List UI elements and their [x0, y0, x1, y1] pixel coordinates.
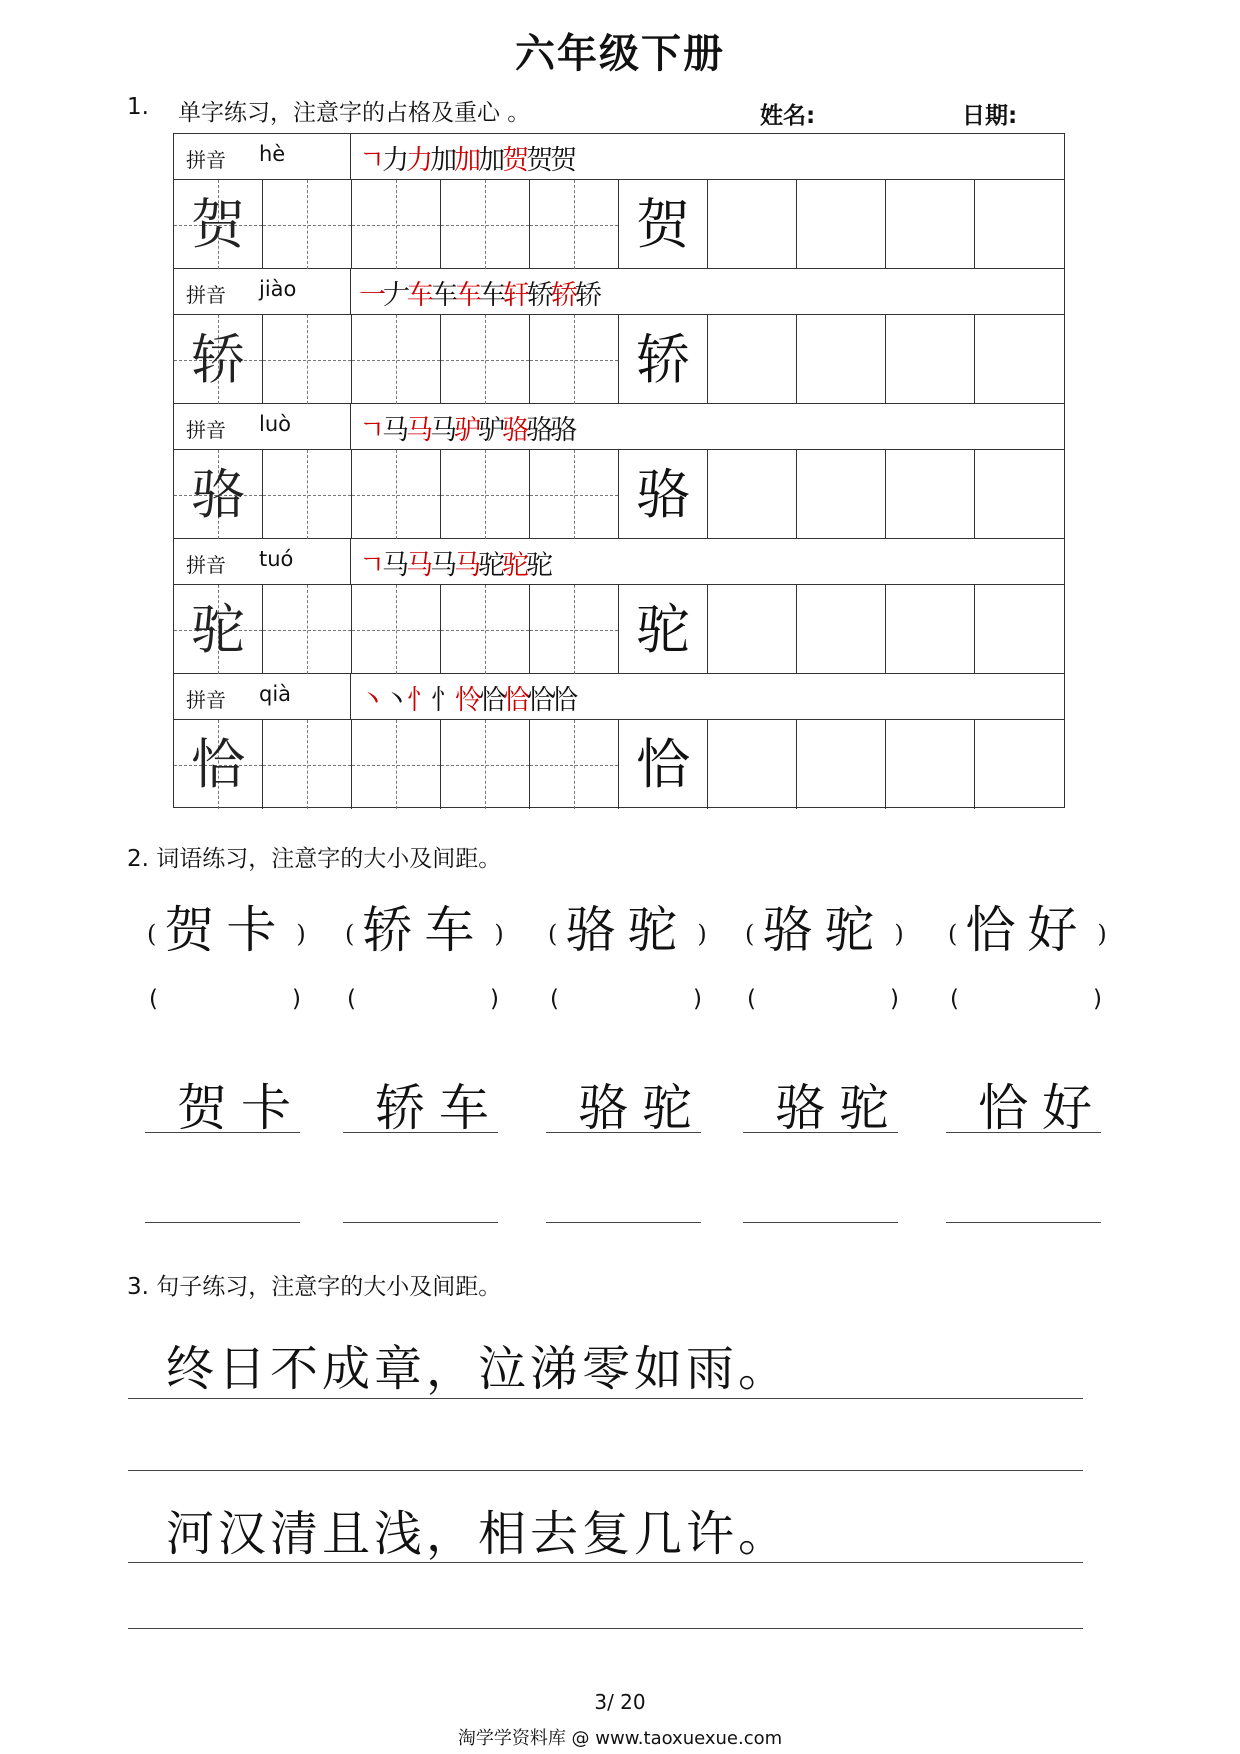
model-word: 骆驼 [775, 1079, 903, 1137]
stroke-order-sequence [359, 543, 550, 582]
writing-cell[interactable] [975, 450, 1064, 539]
stroke-step: 丶 [383, 685, 407, 716]
writing-cell[interactable] [263, 315, 352, 404]
writing-grid-row [174, 180, 1064, 269]
word-with-parentheses [548, 890, 707, 962]
writing-cell[interactable] [797, 180, 886, 269]
stroke-step: 恰 [551, 685, 575, 716]
close-paren: ) [1097, 920, 1107, 948]
writing-cell[interactable] [530, 180, 619, 269]
open-paren: ( [345, 920, 355, 948]
stroke-order-sequence [359, 138, 574, 177]
stroke-order-sequence [359, 408, 574, 447]
writing-cell[interactable] [530, 450, 619, 539]
stroke-step: 马 [430, 415, 455, 446]
writing-cell[interactable] [352, 585, 441, 674]
section3-label: 3. 句子练习，注意字的大小及间距。 [127, 1274, 502, 1300]
model-character-cell [174, 585, 263, 674]
word-text: 骆驼 [565, 901, 690, 959]
writing-cell[interactable] [263, 585, 352, 674]
stroke-step: 轿 [527, 280, 551, 311]
word-text: 骆驼 [762, 901, 887, 959]
writing-cell[interactable] [441, 450, 530, 539]
stroke-step: 马 [454, 550, 479, 581]
writing-cell[interactable] [530, 585, 619, 674]
writing-cell[interactable] [530, 720, 619, 809]
pinyin-row [174, 539, 1064, 585]
writing-grid-row [174, 450, 1064, 539]
open-paren: ( [745, 920, 755, 948]
word-guide-line [546, 1132, 701, 1133]
writing-cell[interactable] [352, 450, 441, 539]
writing-cell[interactable] [975, 180, 1064, 269]
stroke-step: 恰 [479, 685, 503, 716]
stroke-step: 骆 [502, 415, 527, 446]
stroke-step: 加 [430, 145, 455, 176]
writing-grid-row [174, 585, 1064, 674]
stroke-step: ㄱ [359, 550, 383, 581]
writing-cell[interactable] [263, 180, 352, 269]
writing-cell[interactable] [886, 450, 975, 539]
date-label: 日期: [962, 103, 1018, 129]
stroke-step: 力 [406, 145, 431, 176]
word-guide-line [343, 1132, 498, 1133]
close-paren: ) [296, 920, 306, 948]
writing-cell[interactable] [708, 450, 797, 539]
writing-cell[interactable] [441, 180, 530, 269]
writing-cell[interactable] [708, 720, 797, 809]
writing-grid-row [174, 720, 1064, 809]
stroke-step: 轿 [575, 280, 599, 311]
model-character: 恰 [191, 733, 245, 796]
writing-cell[interactable] [441, 720, 530, 809]
row-divider [350, 269, 351, 314]
writing-cell[interactable] [530, 315, 619, 404]
stroke-step: ㄱ [359, 415, 383, 446]
pinyin-label: 拼音 [186, 283, 226, 307]
stroke-step: 车 [479, 280, 503, 311]
section1-number: 1. [127, 94, 149, 120]
writing-cell[interactable] [886, 720, 975, 809]
stroke-step: ㄱ [359, 145, 383, 176]
model-character: 驼 [191, 598, 245, 661]
stroke-order-sequence [359, 678, 575, 717]
writing-cell[interactable] [708, 180, 797, 269]
model-character-cell [619, 720, 708, 809]
writing-cell[interactable] [441, 315, 530, 404]
pinyin-answer-open-paren: ( [950, 986, 959, 1012]
writing-cell[interactable] [797, 315, 886, 404]
writing-cell[interactable] [352, 315, 441, 404]
stroke-order-sequence [359, 273, 599, 312]
writing-cell[interactable] [886, 315, 975, 404]
row-divider [350, 134, 351, 179]
pinyin-label: 拼音 [186, 553, 226, 577]
stroke-step: 马 [406, 550, 431, 581]
writing-cell[interactable] [797, 720, 886, 809]
pinyin-answer-open-paren: ( [747, 986, 756, 1012]
model-character: 贺 [636, 193, 690, 256]
pinyin-answer-close-paren: ) [292, 986, 301, 1012]
pinyin-row [174, 404, 1064, 450]
open-paren: ( [948, 920, 958, 948]
model-character-cell [174, 180, 263, 269]
model-character: 轿 [191, 328, 245, 391]
stroke-step: 丶 [359, 685, 383, 716]
stroke-step: 恰 [527, 685, 551, 716]
model-character-cell [174, 450, 263, 539]
word-with-parentheses [147, 890, 306, 962]
stroke-step: 骆 [526, 415, 551, 446]
writing-cell[interactable] [263, 450, 352, 539]
model-character: 骆 [191, 463, 245, 526]
stroke-step: 车 [431, 280, 455, 311]
stroke-step: 忄 [407, 685, 431, 716]
stroke-step: 马 [382, 415, 407, 446]
model-character-cell [174, 720, 263, 809]
word-text: 轿车 [362, 901, 487, 959]
pinyin-answer-close-paren: ) [490, 986, 499, 1012]
stroke-step: 恰 [503, 685, 527, 716]
page-number: 3/ 20 [594, 1690, 646, 1714]
model-character: 轿 [636, 328, 690, 391]
stroke-step: 车 [455, 280, 479, 311]
section2-label: 2. 词语练习，注意字的大小及间距。 [127, 846, 502, 872]
word-practice-line[interactable] [343, 1222, 498, 1223]
writing-cell[interactable] [797, 450, 886, 539]
stroke-step: 贺 [550, 145, 575, 176]
row-divider [350, 404, 351, 449]
word-practice-line[interactable] [946, 1222, 1101, 1223]
stroke-step: 车 [407, 280, 431, 311]
writing-cell[interactable] [708, 315, 797, 404]
writing-cell[interactable] [975, 315, 1064, 404]
stroke-step: 骆 [550, 415, 575, 446]
stroke-step: 一 [359, 280, 383, 311]
model-character-cell [174, 315, 263, 404]
writing-cell[interactable] [886, 180, 975, 269]
stroke-step: 怜 [455, 685, 479, 716]
sentence-2-practice-line[interactable] [128, 1628, 1083, 1629]
pinyin-row [174, 674, 1064, 720]
writing-cell[interactable] [352, 720, 441, 809]
word-guide-line [145, 1132, 300, 1133]
pinyin-answer-close-paren: ) [1093, 986, 1102, 1012]
pinyin-label: 拼音 [186, 418, 226, 442]
pinyin-row [174, 269, 1064, 315]
stroke-step: 𠂇 [383, 280, 407, 311]
name-label: 姓名: [760, 103, 816, 129]
pinyin-row [174, 134, 1064, 180]
word-with-parentheses [745, 890, 904, 962]
sentence-2-guide-line [128, 1562, 1083, 1563]
sentence-1: 终日不成章，泣涕零如雨。 [166, 1341, 791, 1397]
character-practice-table [173, 133, 1065, 808]
page-title: 六年级下册 [515, 31, 725, 77]
model-word: 轿车 [375, 1079, 503, 1137]
stroke-step: 力 [382, 145, 407, 176]
row-divider [350, 539, 351, 584]
pinyin-label: 拼音 [186, 148, 226, 172]
model-character: 贺 [191, 193, 245, 256]
section1-label: 单字练习，注意字的占格及重心 。 [178, 100, 531, 126]
pinyin-value: tuó [259, 547, 294, 571]
pinyin-answer-close-paren: ) [693, 986, 702, 1012]
close-paren: ) [494, 920, 504, 948]
writing-cell[interactable] [975, 585, 1064, 674]
word-with-parentheses [345, 890, 504, 962]
pinyin-answer-open-paren: ( [347, 986, 356, 1012]
open-paren: ( [548, 920, 558, 948]
stroke-step: 马 [382, 550, 407, 581]
sentence-1-guide-line [128, 1398, 1083, 1399]
writing-cell[interactable] [441, 585, 530, 674]
sentence-1-practice-line[interactable] [128, 1470, 1083, 1471]
close-paren: ) [697, 920, 707, 948]
pinyin-answer-open-paren: ( [149, 986, 158, 1012]
model-character: 骆 [636, 463, 690, 526]
stroke-step: 加 [454, 145, 479, 176]
model-character-cell [619, 585, 708, 674]
sentence-2: 河汉清且浅，相去复几许。 [166, 1506, 791, 1562]
word-text: 恰好 [965, 901, 1090, 959]
model-word: 贺卡 [177, 1079, 305, 1137]
writing-cell[interactable] [975, 720, 1064, 809]
pinyin-value: luò [259, 412, 291, 436]
pinyin-answer-open-paren: ( [550, 986, 559, 1012]
model-word: 骆驼 [578, 1079, 706, 1137]
word-practice-line[interactable] [743, 1222, 898, 1223]
stroke-step: 驼 [502, 550, 527, 581]
stroke-step: 加 [478, 145, 503, 176]
pinyin-value: jiào [259, 277, 297, 301]
stroke-step: 忄 [431, 685, 455, 716]
stroke-step: 贺 [526, 145, 551, 176]
model-character: 恰 [636, 733, 690, 796]
word-practice-line[interactable] [145, 1222, 300, 1223]
stroke-step: 贺 [502, 145, 527, 176]
pinyin-value: qià [259, 682, 292, 706]
model-character: 驼 [636, 598, 690, 661]
writing-cell[interactable] [886, 585, 975, 674]
stroke-step: 驴 [454, 415, 479, 446]
writing-grid-row [174, 315, 1064, 404]
close-paren: ) [894, 920, 904, 948]
stroke-step: 驴 [478, 415, 503, 446]
open-paren: ( [147, 920, 157, 948]
writing-cell[interactable] [708, 585, 797, 674]
writing-cell[interactable] [797, 585, 886, 674]
footer-source: 淘学学资料库 @ www.taoxuexue.com [457, 1728, 783, 1749]
word-guide-line [946, 1132, 1101, 1133]
model-word: 恰好 [978, 1079, 1106, 1137]
word-with-parentheses [948, 890, 1107, 962]
stroke-step: 驼 [526, 550, 551, 581]
model-character-cell [619, 180, 708, 269]
pinyin-answer-close-paren: ) [890, 986, 899, 1012]
writing-cell[interactable] [352, 180, 441, 269]
stroke-step: 马 [406, 415, 431, 446]
stroke-step: 驼 [478, 550, 503, 581]
word-guide-line [743, 1132, 898, 1133]
stroke-step: 轿 [551, 280, 575, 311]
pinyin-label: 拼音 [186, 688, 226, 712]
pinyin-value: hè [259, 142, 286, 166]
writing-cell[interactable] [263, 720, 352, 809]
word-text: 贺卡 [164, 901, 289, 959]
row-divider [350, 674, 351, 719]
model-character-cell [619, 315, 708, 404]
model-character-cell [619, 450, 708, 539]
stroke-step: 轩 [503, 280, 527, 311]
stroke-step: 马 [430, 550, 455, 581]
word-practice-line[interactable] [546, 1222, 701, 1223]
